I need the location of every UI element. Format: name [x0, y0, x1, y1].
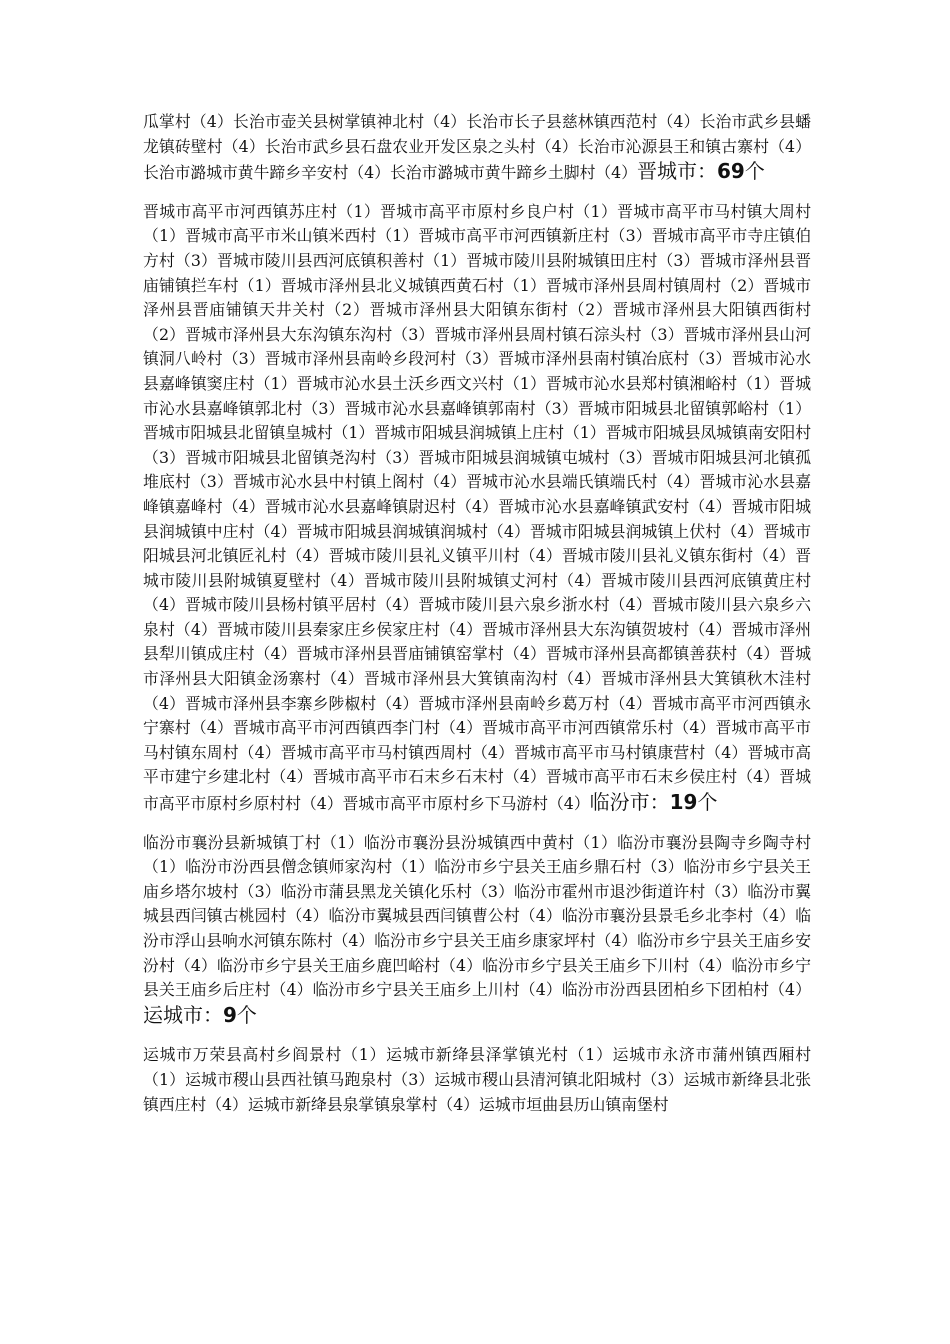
- paragraph-text: 运城市万荣县高村乡阎景村（1）运城市新绛县泽掌镇光村（1）运城市永济市蒲州镇西厢村（1）运城市稷山县西社镇马跑泉村（3）运城市稷山县清河镇北阳城村（3）运城市新绛县北张镇西庄村（4）运城市新绛县泉掌镇泉掌村（4）运城市垣曲县历山镇南堡村: [143, 1045, 811, 1114]
- paragraph-text: 临汾市襄汾县新城镇丁村（1）临汾市襄汾县汾城镇西中黄村（1）临汾市襄汾县陶寺乡陶寺村（1）临汾市汾西县僧念镇师家沟村（1）临汾市乡宁县关王庙乡鼎石村（3）临汾市乡宁县关王庙乡塔尔坡村（3）临汾市蒲县黑龙关镇化乐村（3）临汾市霍州市退沙街道许村（3）临汾市翼城县西闫镇古桃园村（4）临汾市翼城县西闫镇曹公村（4）临汾市襄汾县景毛乡北李村（4）临汾市浮山县响水河镇东陈村（4）临汾市乡宁县关王庙乡康家坪村（4）临汾市乡宁县关王庙乡安汾村（4）临汾市乡宁县关王庙乡鹿凹峪村（4）临汾市乡宁县关王庙乡下川村（4）临汾市乡宁县关王庙乡后庄村（4）临汾市乡宁县关王庙乡上川村（4）临汾市汾西县团柏乡下团柏村（4）: [143, 832, 811, 1000]
- heading-unit: 个: [236, 1002, 257, 1027]
- document-page: [143, 110, 811, 1117]
- section-heading-yuncheng: [143, 1003, 257, 1027]
- heading-count: 19: [669, 790, 698, 815]
- heading-count: 69: [717, 159, 745, 184]
- paragraph-text: 瓜掌村（4）长治市壶关县树掌镇神北村（4）长治市长子县慈林镇西范村（4）长治市武乡县蟠龙镇砖壁村（4）长治市武乡县石盘农业开发区泉之头村（4）长治市沁源县王和镇古寨村（4）长治市潞城市黄牛蹄乡辛安村（4）长治市潞城市黄牛蹄乡土脚村（4）: [143, 112, 811, 183]
- paragraph-jincheng-list: [143, 200, 811, 817]
- heading-label: 晋城市：: [637, 159, 718, 184]
- heading-unit: 个: [697, 790, 718, 815]
- paragraph-yuncheng-list: [143, 1043, 811, 1117]
- section-heading-linfen: [590, 790, 718, 814]
- paragraph-linfen-list: [143, 831, 811, 1030]
- paragraph-text: 晋城市高平市河西镇苏庄村（1）晋城市高平市原村乡良户村（1）晋城市高平市马村镇大周村（1）晋城市高平市米山镇米西村（1）晋城市高平市河西镇新庄村（3）晋城市高平市寺庄镇伯方村（3）晋城市陵川县西河底镇积善村（1）晋城市陵川县附城镇田庄村（3）晋城市泽州县晋庙铺镇拦车村（1）晋城市泽州县北义城镇西黄石村（1）晋城市泽州县周村镇周村（2）晋城市泽州县晋庙铺镇天井关村（2）晋城市泽州县大阳镇东街村（2）晋城市泽州县大阳镇西街村（2）晋城市泽州县大东沟镇东沟村（3）晋城市泽州县周村镇石淙头村（3）晋城市泽州县山河镇洞八岭村（3）晋城市泽州县南岭乡段河村（3）晋城市泽州县南村镇冶底村（3）晋城市沁水县嘉峰镇窦庄村（1）晋城市沁水县土沃乡西文兴村（1）晋城市沁水县郑村镇湘峪村（1）晋城市沁水县嘉峰镇郭北村（3）晋城市沁水县嘉峰镇郭南村（3）晋城市阳城县北留镇郭峪村（1）晋城市阳城县北留镇皇城村（1）晋城市阳城县润城镇上庄村（1）晋城市阳城县凤城镇南安阳村（3）晋城市阳城县北留镇尧沟村（3）晋城市阳城县润城镇屯城村（3）晋城市阳城县河北镇孤堆底村（3）晋城市沁水县中村镇上阁村（4）晋城市沁水县端氏镇端氏村（4）晋城市沁水县嘉峰镇嘉峰村（4）晋城市沁水县嘉峰镇尉迟村（4）晋城市沁水县嘉峰镇武安村（4）晋城市阳城县润城镇中庄村（4）晋城市阳城县润城镇润城村（4）晋城市阳城县润城镇上伏村（4）晋城市阳城县河北镇匠礼村（4）晋城市陵川县礼义镇平川村（4）晋城市陵川县礼义镇东街村（4）晋城市陵川县附城镇夏壁村（4）晋城市陵川县附城镇丈河村（4）晋城市陵川县西河底镇黄庄村（4）晋城市陵川县杨村镇平居村（4）晋城市陵川县六泉乡浙水村（4）晋城市陵川县六泉乡六泉村（4）晋城市陵川县秦家庄乡侯家庄村（4）晋城市泽州县大东沟镇贺坡村（4）晋城市泽州县犁川镇成庄村（4）晋城市泽州县晋庙铺镇窑掌村（4）晋城市泽州县高都镇善获村（4）晋城市泽州县大阳镇金汤寨村（4）晋城市泽州县大箕镇南沟村（4）晋城市泽州县大箕镇秋木洼村（4）晋城市泽州县李寨乡陟椒村（4）晋城市泽州县南岭乡葛万村（4）晋城市高平市河西镇永宁寨村（4）晋城市高平市河西镇西李门村（4）晋城市高平市河西镇常乐村（4）晋城市高平市马村镇东周村（4）晋城市高平市马村镇西周村（4）晋城市高平市马村镇康营村（4）晋城市高平市建宁乡建北村（4）晋城市高平市石末乡石末村（4）晋城市高平市石末乡侯庄村（4）晋城市高平市原村乡原村村（4）晋城市高平市原村乡下马游村（4）: [143, 201, 811, 814]
- heading-count: 9: [223, 1002, 237, 1027]
- heading-label: 临汾市：: [589, 790, 670, 815]
- section-heading-jincheng: [637, 159, 765, 183]
- paragraph-changzhi-tail: [143, 110, 811, 186]
- heading-label: 运城市：: [143, 1002, 223, 1027]
- heading-unit: 个: [744, 159, 765, 184]
